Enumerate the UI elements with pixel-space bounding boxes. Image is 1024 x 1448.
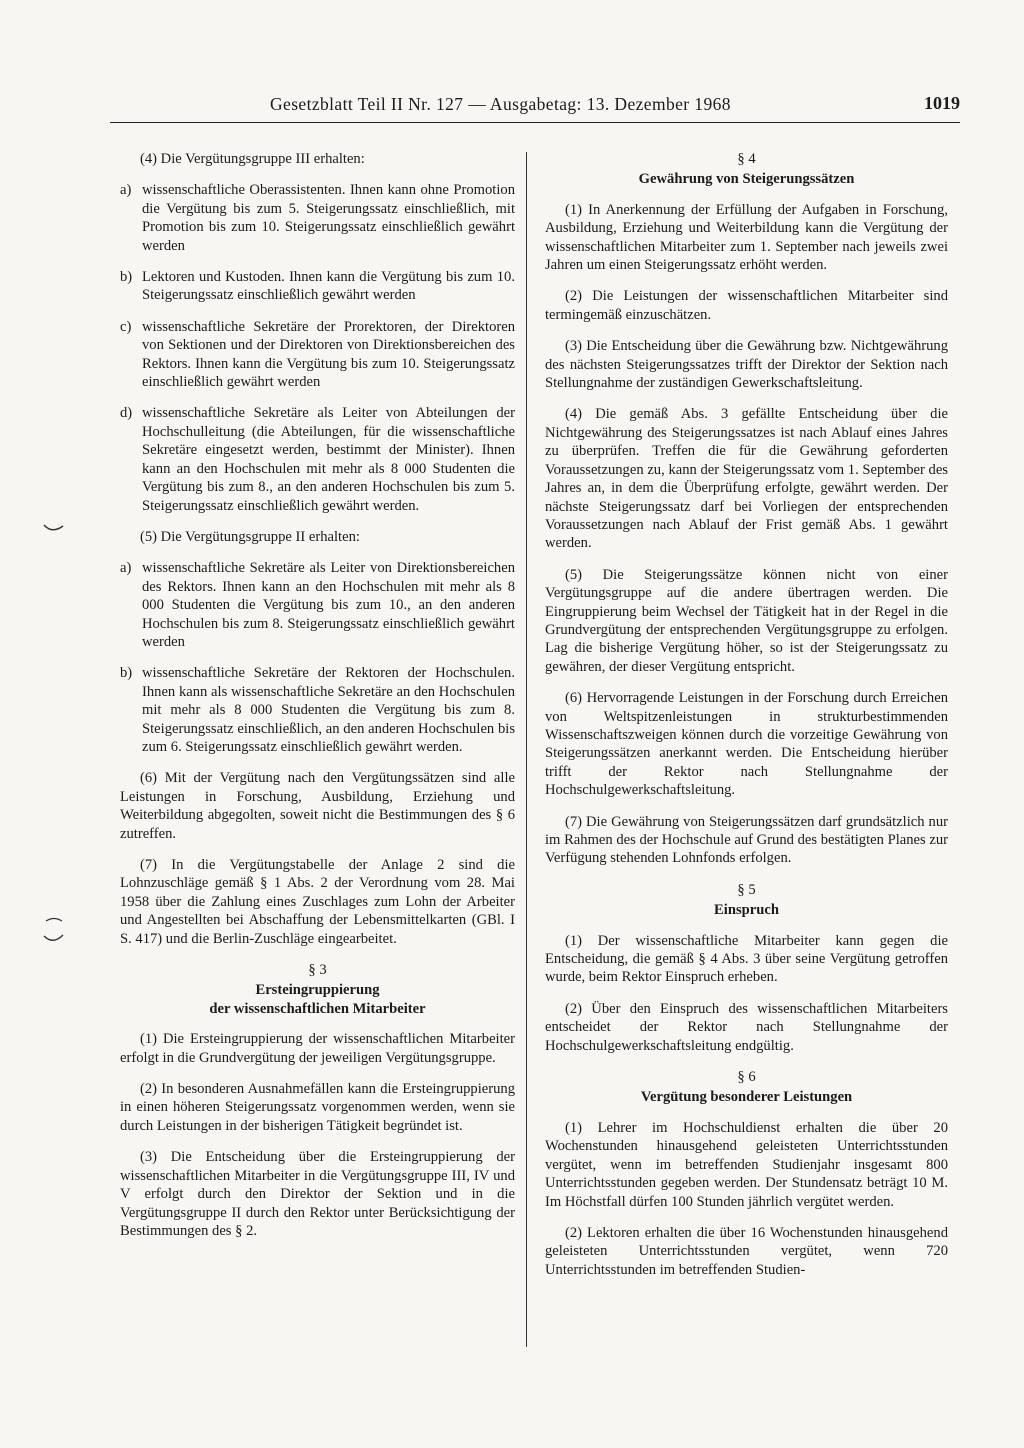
- margin-mark-icon: [42, 932, 66, 946]
- page-header: [110, 88, 960, 123]
- section-4-paragraph: (2) Die Leistungen der wissenschaftlichen Mitarbeiter sind termingemäß einzuschätzen.: [545, 288, 948, 323]
- section-4-paragraph: (1) In Anerkennung der Erfüllung der Aufgaben in Forschung, Ausbildung, Erziehung und Weiterbildung kann die Vergütung der wissenschaftlichen Mitarbeiter zum 1. September nach jeweils zwei Jahren um einen Steigerungssatz erhöht werden.: [545, 201, 948, 274]
- paragraph-4-intro: (4) Die Vergütungsgruppe III erhalten:: [140, 151, 365, 167]
- section-5-paragraph: (2) Über den Einspruch des wissenschaftlichen Mitarbeiters entscheidet der Rektor nach Stellungnahme der Hochschulgewerkschaftsleitung endgültig.: [545, 1000, 948, 1054]
- section-3-paragraph-1: (1) Die Ersteingruppierung der wissenschaftlichen Mitarbeiter erfolgt in die Grundvergütung der jeweiligen Vergütungsgruppe.: [120, 1031, 515, 1066]
- item-text: wissenschaftliche Sekretäre der Rektoren der Hochschulen. Ihnen kann als wissenschaftliche Sekretäre an den Hochschulen mit mehr als 8 000 Studenten die Vergütung bis zum 8. Steigerungssatz einschließlich, an den anderen Hochschulen bis zum 6. Steigerungssatz einschließlich gewährt werden.: [142, 665, 515, 755]
- section-6-title: Vergütung besonderer Leistungen: [640, 1089, 853, 1106]
- section-4-paragraph: (6) Hervorragende Leistungen in der Forschung durch Erreichen von Weltspitzenleistungen in strukturbestimmenden Wissenschaftszweigen können durch die vorzeitige Gewährung von Steigerungssätzen anerkannt werden. Die Entscheidung hierüber trifft der Rektor nach Stellungnahme der Hochschulgewerkschaftsleitung.: [545, 690, 948, 799]
- item-label: a): [120, 182, 132, 199]
- section-4-paragraph: (5) Die Steigerungssätze können nicht von einer Vergütungsgruppe auf die andere übertragen werden. Die Eingruppierung beim Wechsel der Tätigkeit hat in der Regel in die Grundvergütung der entsprechenden Vergütungsgruppe zu erfolgen. Lag die bisherige Vergütung höher, so ist der Steigerungssatz zu gewähren, der dieser Vergütung entspricht.: [545, 566, 948, 675]
- right-column: [545, 150, 948, 1292]
- section-3-title-line-1: Ersteingruppierung: [255, 982, 380, 999]
- item-label: b): [120, 269, 133, 286]
- list-item: [120, 664, 515, 756]
- section-6-number: § 6: [737, 1069, 756, 1086]
- section-5-paragraph: (1) Der wissenschaftliche Mitarbeiter kann gegen die Entscheidung, die gemäß § 4 Abs. 3 über seine Vergütung getroffen wurde, beim Rektor Einspruch erheben.: [545, 932, 948, 986]
- list-item: [120, 318, 515, 392]
- page-number: 1019: [924, 93, 960, 113]
- section-5-title: Einspruch: [714, 902, 779, 919]
- list-item: [120, 268, 515, 305]
- header-title: Gesetzblatt Teil II Nr. 127 — Ausgabetag: 13. Dezember 1968: [270, 94, 731, 114]
- section-5-number: § 5: [737, 881, 756, 898]
- section-4-title: Gewährung von Steigerungssätzen: [638, 171, 855, 188]
- left-column: [120, 150, 515, 1253]
- item-text: wissenschaftliche Sekretäre der Prorektoren, der Direktoren von Sektionen und der Direktoren von Direktionsbereichen des Rektors. Ihnen kann die Vergütung bis zum 10. Steigerungssatz einschließlich gewährt werden: [142, 318, 515, 391]
- paragraph-5-intro: (5) Die Vergütungsgruppe II erhalten:: [140, 528, 360, 545]
- section-3-number: § 3: [308, 962, 327, 979]
- item-label: d): [120, 405, 133, 422]
- list-item: [120, 559, 515, 651]
- paragraph-7: (7) In die Vergütungstabelle der Anlage 2 sind die Lohnzuschläge gemäß § 1 Abs. 2 der Verordnung vom 28. Mai 1958 über die Zahlung eines Zuschlages zum Lohn der Arbeiter und Angestellten bei Abschaffung der Lebensmittelkarten (GBl. I S. 417) und die Berlin-Zuschläge eingearbeitet.: [120, 857, 515, 947]
- item-text: wissenschaftliche Sekretäre als Leiter von Abteilungen der Hochschulleitung (die Abteilungen, für die wissenschaftliche Sekretäre eingesetzt werden, bestimmt der Minister). Ihnen kann an den Hochschulen mit mehr als 8 000 Studenten die Vergütung bis zum 8., an den anderen Hochschulen bis zum 5. Steigerungssatz einschließlich gewährt werden.: [142, 405, 515, 514]
- list-item: [120, 404, 515, 514]
- item-label: a): [120, 560, 132, 577]
- list-item: [120, 181, 515, 255]
- section-4-paragraph: (4) Die gemäß Abs. 3 gefällte Entscheidung über die Nichtgewährung des Steigerungssatzes ist nach Ablauf eines Jahres zu überprüfen. Treffen die für die Gewährung geforderten Voraussetzungen zu, kann der Steigerungssatz vom 1. September des Jahres an, in dem die Überprüfung erfolgte, gewährt werden. Der nächste Steigerungssatz darf bei Vorliegen der entsprechenden Voraussetzungen nach Ablauf der Frist gemäß Abs. 1 gewährt werden.: [545, 406, 948, 552]
- section-4-paragraph: (3) Die Entscheidung über die Gewährung bzw. Nichtgewährung des nächsten Steigerungssatzes trifft der Direktor der Sektion nach Stellungnahme der zuständigen Gewerkschaftsleitung.: [545, 338, 948, 392]
- section-6-paragraph: (2) Lektoren erhalten die über 16 Wochenstunden hinausgehend geleisteten Unterrichtsstunden vergütet, wenn 720 Unterrichtsstunden im betreffenden Studien-: [545, 1224, 948, 1278]
- section-3-title-line-2: der wissenschaftlichen Mitarbeiter: [209, 1000, 426, 1017]
- section-3-paragraph-3: (3) Die Entscheidung über die Ersteingruppierung der wissenschaftlichen Mitarbeiter in die Vergütungsgruppe III, IV und V erfolgt durch den Direktor der Sektion und in die Vergütungsgruppe II durch den Rektor unter Berücksichtigung der Bestimmungen des § 2.: [120, 1149, 515, 1239]
- section-3-paragraph-2: (2) In besonderen Ausnahmefällen kann die Ersteingruppierung in einen höheren Steigerungssatz vorgenommen werden, wenn sie durch Leistungen in der bisherigen Tätigkeit begründet ist.: [120, 1081, 515, 1134]
- section-4-number: § 4: [737, 151, 756, 167]
- section-4-paragraph: (7) Die Gewährung von Steigerungssätzen darf grundsätzlich nur im Rahmen des der Hochschule auf Grund des bestätigten Planes zur Verfügung stehenden Lohnfonds erfolgen.: [545, 813, 948, 867]
- item-label: c): [120, 318, 132, 335]
- margin-mark-icon: [42, 914, 66, 928]
- item-text: wissenschaftliche Oberassistenten. Ihnen kann ohne Promotion die Vergütung bis zum 5. Steigerungssatz einschließlich, mit Promotion bis zum 10. Steigerungssatz einschließlich gewährt werden: [142, 182, 515, 254]
- section-6-paragraph: (1) Lehrer im Hochschuldienst erhalten die über 20 Wochenstunden hinausgehend geleisteten Unterrichtsstunden vergütet, wenn im betreffenden Studienjahr insgesamt 800 Unterrichtsstunden gegeben werden. Der Stundensatz beträgt 10 M. Im Höchstfall dürfen 100 Stunden jährlich vergütet werden.: [545, 1119, 948, 1210]
- item-label: b): [120, 665, 133, 682]
- margin-mark-icon: [42, 522, 66, 536]
- item-text: wissenschaftliche Sekretäre als Leiter von Direktionsbereichen des Rektors. Ihnen kann an den Hochschulen mit mehr als 8 000 Studenten die Vergütung bis zum 10., an den anderen Hochschulen bis zum 8. Steigerungssatz einschließlich gewährt werden: [142, 560, 515, 650]
- paragraph-6: (6) Mit der Vergütung nach den Vergütungssätzen sind alle Leistungen in Forschung, Ausbildung, Erziehung und Weiterbildung abgegolten, soweit nicht die Bestimmungen des § 6 zutreffen.: [120, 770, 515, 842]
- column-divider: [526, 152, 527, 1347]
- item-text: Lektoren und Kustoden. Ihnen kann die Vergütung bis zum 10. Steigerungssatz einschließlich gewährt werden: [142, 269, 515, 304]
